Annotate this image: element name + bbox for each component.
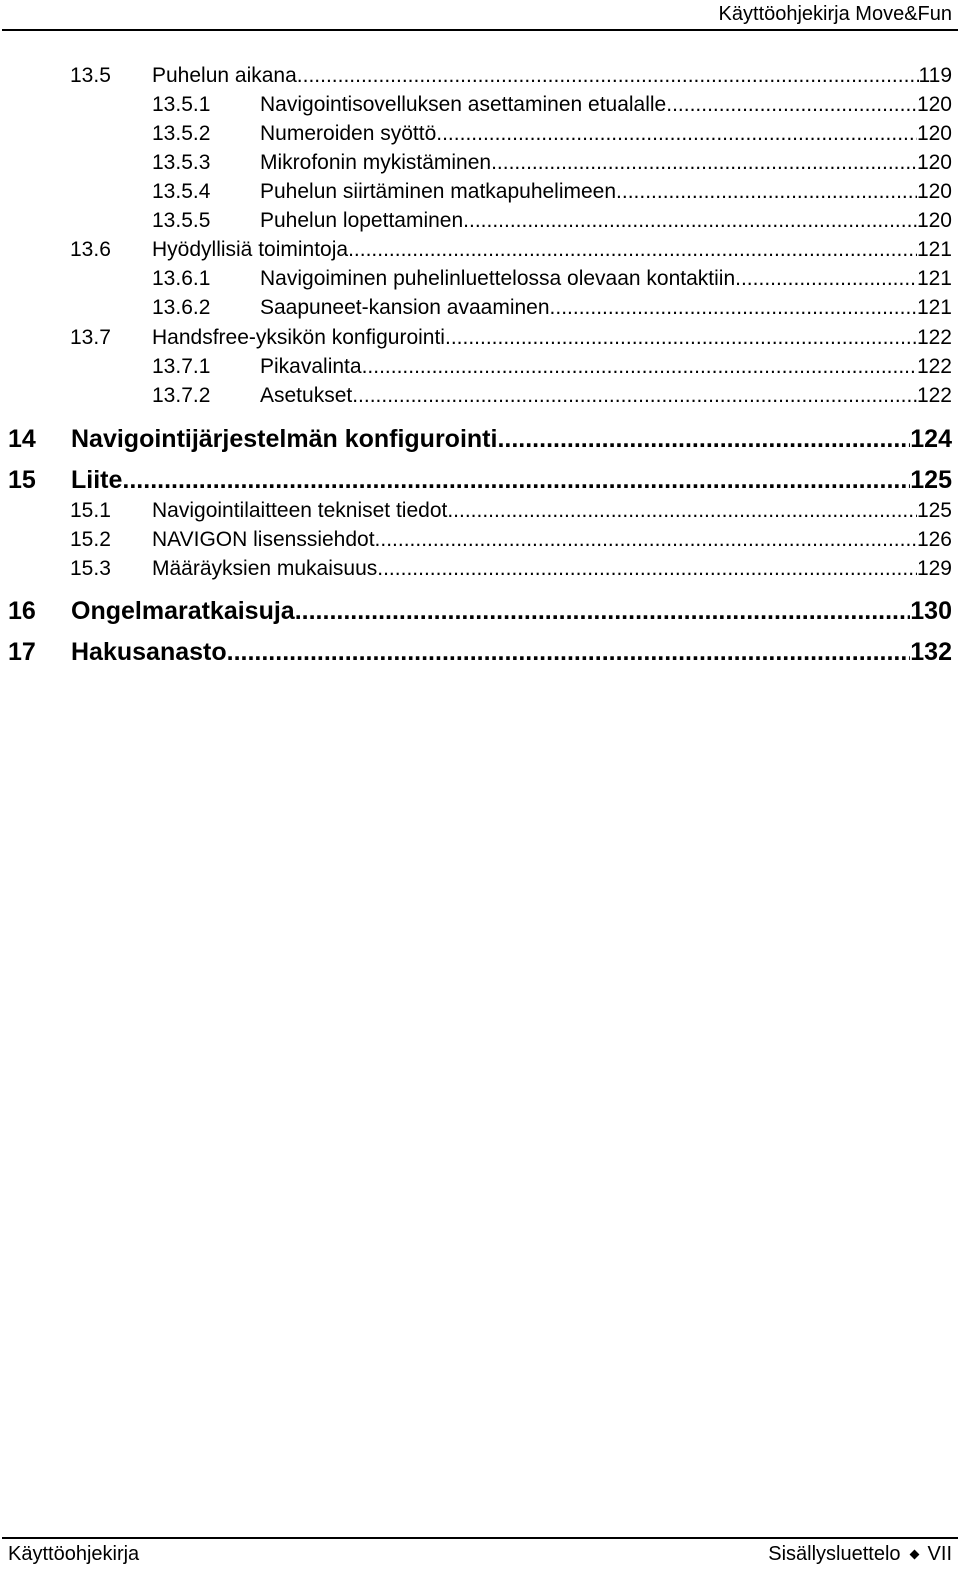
toc-entry-number: 13.5.1 bbox=[152, 93, 211, 116]
toc-entry-page: 121 bbox=[916, 267, 952, 290]
toc-entry-page: 120 bbox=[916, 180, 952, 203]
toc-entry[interactable] bbox=[70, 325, 952, 351]
toc-entry-page: 120 bbox=[916, 209, 952, 232]
footer-section-info bbox=[768, 1542, 952, 1566]
toc-entry-number: 16 bbox=[8, 597, 36, 625]
toc-entry[interactable] bbox=[152, 179, 952, 205]
toc-dot-leader bbox=[295, 596, 911, 626]
toc-entry-title: Handsfree-yksikön konfigurointi bbox=[152, 326, 445, 349]
toc-entry-number: 13.5.2 bbox=[152, 122, 211, 145]
toc-entry[interactable] bbox=[70, 63, 952, 89]
toc-dot-leader bbox=[227, 637, 911, 667]
toc-entry-page: 120 bbox=[916, 151, 952, 174]
toc-entry-number: 13.5.5 bbox=[152, 209, 211, 232]
toc-entry-number: 13.6.2 bbox=[152, 296, 211, 319]
footer-page-number: VII bbox=[927, 1543, 952, 1565]
toc-entry-number: 15 bbox=[8, 466, 36, 494]
toc-entry-title: Pikavalinta bbox=[260, 355, 362, 378]
toc-dot-leader bbox=[297, 63, 919, 89]
toc-entry-page: 125 bbox=[910, 466, 952, 494]
toc-entry-title: Määräyksien mukaisuus bbox=[152, 557, 378, 580]
toc-entry-number: 13.6 bbox=[70, 238, 111, 261]
toc-entry-title: Hakusanasto bbox=[71, 638, 227, 666]
toc-entry-title: Liite bbox=[71, 466, 123, 494]
toc-dot-leader bbox=[122, 465, 910, 495]
toc-entry-title: Saapuneet-kansion avaaminen bbox=[260, 296, 550, 319]
toc-entry-number: 13.6.1 bbox=[152, 267, 211, 290]
toc-entry-page: 122 bbox=[916, 326, 952, 349]
toc-entry-page: 129 bbox=[916, 557, 952, 580]
toc-dot-leader bbox=[666, 92, 917, 118]
toc-entry-title: Navigoiminen puhelinluettelossa olevaan kontaktiin bbox=[260, 267, 736, 290]
toc-entry[interactable] bbox=[152, 150, 952, 176]
toc-entry-page: 132 bbox=[910, 638, 952, 666]
toc-entry-title: Mikrofonin mykistäminen bbox=[260, 151, 492, 174]
toc-entry-title: Ongelmaratkaisuja bbox=[71, 597, 295, 625]
toc-entry-number: 13.5.4 bbox=[152, 180, 211, 203]
toc-dot-leader bbox=[377, 556, 917, 582]
toc-entry-number: 13.5 bbox=[70, 64, 111, 87]
toc-dot-leader bbox=[447, 498, 917, 524]
toc-entry-page: 122 bbox=[916, 355, 952, 378]
toc-entry-page: 130 bbox=[910, 597, 952, 625]
toc-entry-page: 124 bbox=[910, 425, 952, 453]
toc-entry-title: NAVIGON lisenssiehdot bbox=[152, 528, 375, 551]
footer-divider bbox=[2, 1537, 958, 1539]
toc-entry-page: 121 bbox=[916, 296, 952, 319]
toc-entry-number: 15.1 bbox=[70, 499, 111, 522]
toc-entry[interactable] bbox=[152, 295, 952, 321]
toc-entry[interactable] bbox=[8, 637, 952, 667]
toc-entry[interactable] bbox=[70, 527, 952, 553]
toc-entry-number: 13.7.2 bbox=[152, 384, 211, 407]
toc-dot-leader bbox=[616, 179, 917, 205]
toc-dot-leader bbox=[463, 208, 917, 234]
toc-entry-page: 119 bbox=[918, 64, 952, 87]
toc-entry-page: 121 bbox=[916, 238, 952, 261]
toc-entry-number: 14 bbox=[8, 425, 36, 453]
toc-dot-leader bbox=[735, 266, 917, 292]
toc-entry-number: 15.2 bbox=[70, 528, 111, 551]
toc-entry-title: Asetukset bbox=[260, 384, 353, 407]
toc-entry-title: Navigointilaitteen tekniset tiedot bbox=[152, 499, 448, 522]
toc-entry-number: 13.5.3 bbox=[152, 151, 211, 174]
toc-entry-number: 13.7.1 bbox=[152, 355, 211, 378]
toc-entry[interactable] bbox=[152, 266, 952, 292]
toc-entry[interactable] bbox=[8, 596, 952, 626]
toc-entry-page: 120 bbox=[916, 122, 952, 145]
toc-entry-title: Puhelun lopettaminen bbox=[260, 209, 464, 232]
diamond-separator-icon bbox=[909, 1549, 919, 1559]
header-divider bbox=[2, 29, 958, 31]
toc-dot-leader bbox=[491, 150, 917, 176]
toc-entry[interactable] bbox=[70, 556, 952, 582]
toc-entry[interactable] bbox=[70, 237, 952, 263]
toc-entry-title: Hyödyllisiä toimintoja bbox=[152, 238, 349, 261]
toc-entry[interactable] bbox=[152, 121, 952, 147]
toc-entry-number: 13.7 bbox=[70, 326, 111, 349]
toc-entry[interactable] bbox=[8, 465, 952, 495]
toc-dot-leader bbox=[445, 325, 917, 351]
toc-entry-title: Puhelun siirtäminen matkapuhelimeen bbox=[260, 180, 617, 203]
toc-entry-number: 15.3 bbox=[70, 557, 111, 580]
toc-entry[interactable] bbox=[152, 92, 952, 118]
toc-entry-title: Puhelun aikana bbox=[152, 64, 297, 87]
toc-entry-page: 120 bbox=[916, 93, 952, 116]
toc-entry-page: 125 bbox=[916, 499, 952, 522]
toc-dot-leader bbox=[348, 237, 917, 263]
toc-entry[interactable] bbox=[70, 498, 952, 524]
toc-dot-leader bbox=[362, 354, 917, 380]
toc-entry-number: 17 bbox=[8, 638, 36, 666]
toc-entry-page: 126 bbox=[916, 528, 952, 551]
toc-dot-leader bbox=[497, 424, 910, 454]
footer-section-name: Sisällysluettelo bbox=[768, 1543, 901, 1565]
toc-dot-leader bbox=[550, 295, 917, 321]
footer-document-name: Käyttöohjekirja bbox=[8, 1543, 140, 1565]
toc-entry[interactable] bbox=[152, 354, 952, 380]
toc-dot-leader bbox=[352, 383, 917, 409]
toc-entry-title: Numeroiden syöttö bbox=[260, 122, 437, 145]
running-header-title: Käyttöohjekirja Move&Fun bbox=[718, 3, 952, 25]
toc-entry-title: Navigointijärjestelmän konfigurointi bbox=[71, 425, 498, 453]
toc-dot-leader bbox=[375, 527, 917, 553]
toc-entry[interactable] bbox=[152, 208, 952, 234]
toc-entry-title: Navigointisovelluksen asettaminen etualalle bbox=[260, 93, 667, 116]
toc-dot-leader bbox=[436, 121, 917, 147]
toc-entry[interactable] bbox=[152, 383, 952, 409]
toc-entry[interactable] bbox=[8, 424, 952, 454]
toc-entry-page: 122 bbox=[916, 384, 952, 407]
